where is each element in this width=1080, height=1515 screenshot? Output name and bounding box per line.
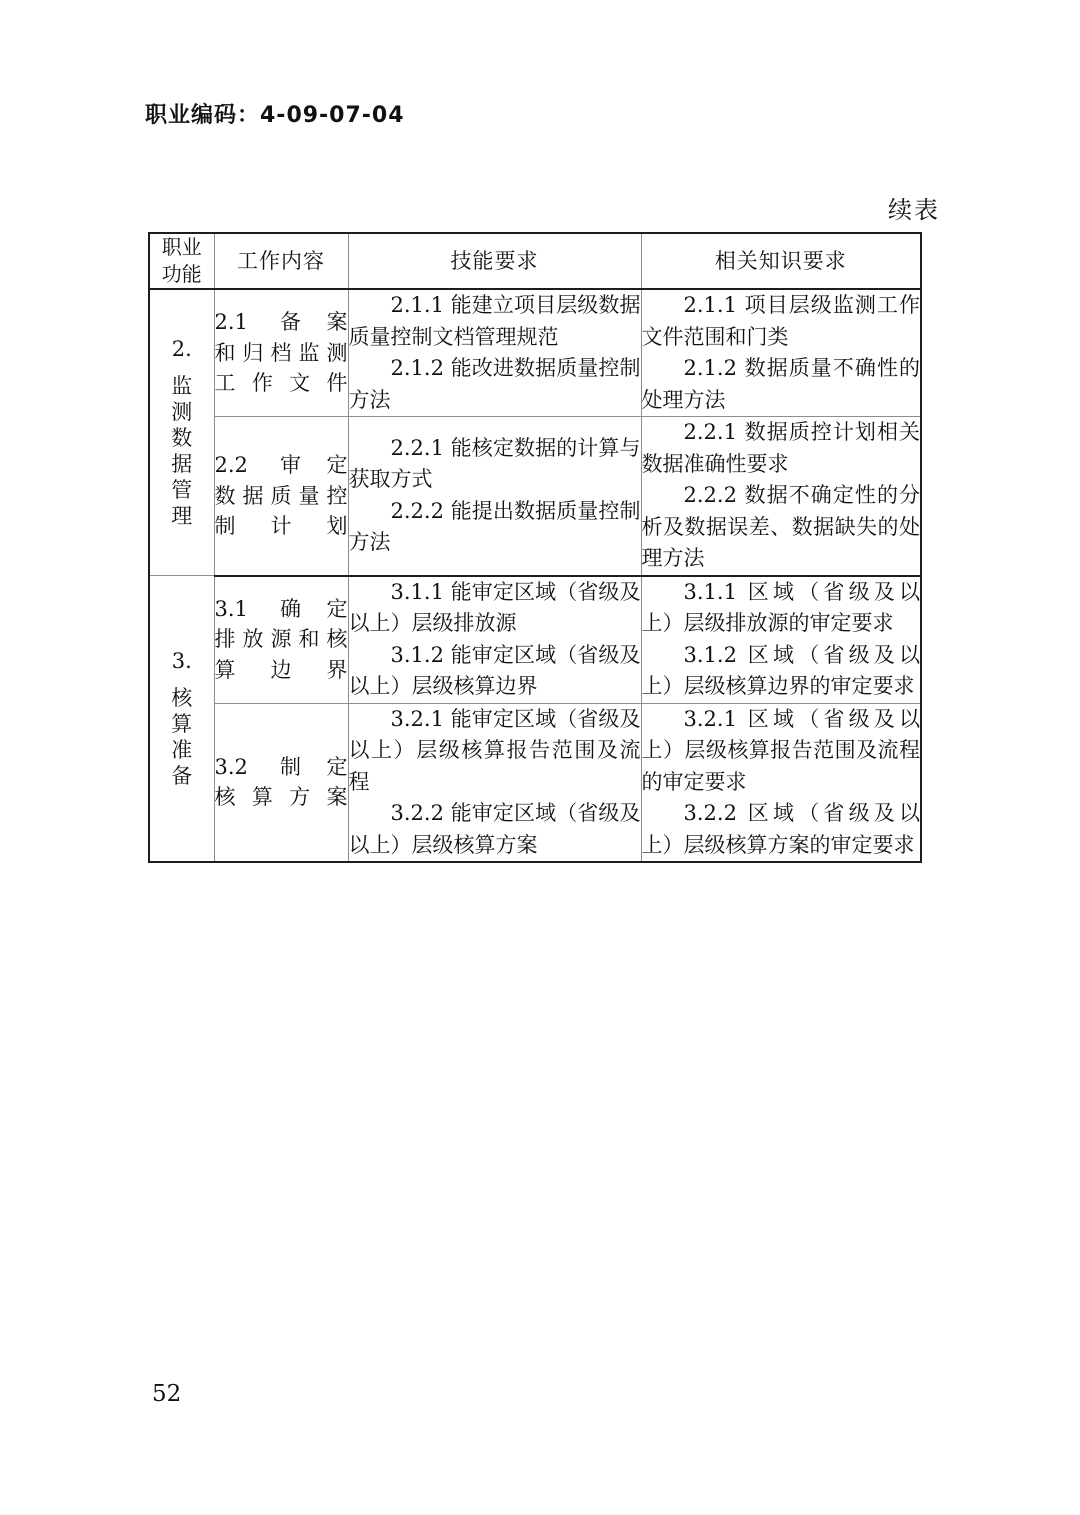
knowledge-item: 2.2.2 数据不确定性的分析及数据误差、数据缺失的处理方法: [641, 483, 920, 570]
knowledge-item: 2.2.1 数据质控计划相关数据准确性要求: [641, 420, 920, 476]
function-char: 据: [171, 451, 193, 476]
skill-item: 2.2.1 能核定数据的计算与获取方式: [348, 435, 641, 492]
work-content-line: 核算方案: [214, 785, 348, 810]
skills-table: [148, 232, 922, 863]
knowledge-item: 2.1.2 数据质量不确性的处理方法: [641, 356, 920, 412]
skill-item: 2.1.1 能建立项目层级数据质量控制文档管理规范: [348, 293, 641, 349]
skill-item: 3.1.2 能审定区域（省级及以上）层级核算边界: [348, 642, 641, 698]
header-cell-function: [149, 233, 214, 289]
skill-item: 2.1.2 能改进数据质量控制方法: [348, 356, 641, 412]
work-content-line: 3.1 确定: [214, 596, 348, 621]
work-content-cell: [214, 703, 348, 862]
skill-item: 2.2.2 能提出数据质量控制方法: [348, 498, 641, 555]
work-content-line: 算边界: [214, 657, 348, 682]
skill-requirements-cell: [348, 289, 641, 417]
function-char: 管: [171, 477, 193, 502]
function-char: 测: [171, 399, 193, 424]
skills-table-container: [148, 232, 920, 863]
function-char: 算: [171, 711, 193, 736]
work-content-line: 排放源和核: [214, 627, 348, 652]
knowledge-item: 3.1.1 区域（省级及以上）层级排放源的审定要求: [641, 579, 920, 635]
table-header-row: [149, 233, 921, 289]
knowledge-requirements-cell: [641, 417, 921, 576]
work-content-line: 3.2 制定: [214, 754, 348, 779]
function-cell-group-3: [149, 576, 214, 863]
skill-requirements-cell: [348, 703, 641, 862]
knowledge-requirements-cell: [641, 703, 921, 862]
work-content-cell: [214, 417, 348, 576]
function-name-2: [171, 373, 192, 529]
table-row: [149, 576, 921, 704]
page-number: 52: [152, 1381, 182, 1407]
skill-item: 3.1.1 能审定区域（省级及以上）层级排放源: [348, 579, 641, 635]
skill-requirements-cell: [348, 417, 641, 576]
knowledge-requirements-cell: [641, 576, 921, 704]
knowledge-item: 3.2.1 区域（省级及以上）层级核算报告范围及流程的审定要求: [641, 706, 920, 794]
function-char: 核: [171, 685, 193, 710]
function-char: 准: [171, 737, 193, 762]
header-function-line1: 职业: [161, 235, 202, 259]
knowledge-item: 2.1.1 项目层级监测工作文件范围和门类: [641, 293, 920, 349]
function-char: 备: [171, 763, 193, 788]
skill-item: 3.2.1 能审定区域（省级及以上）层级核算报告范围及流程: [348, 706, 641, 794]
function-char: 数: [171, 425, 193, 450]
knowledge-item: 3.1.2 区域（省级及以上）层级核算边界的审定要求: [641, 642, 920, 698]
function-number-3: 3.: [171, 649, 192, 673]
skill-item: 3.2.2 能审定区域（省级及以上）层级核算方案: [348, 801, 641, 857]
function-cell-group-2: [149, 289, 214, 576]
work-content-line: 工作文件: [214, 371, 348, 396]
work-content-cell: [214, 576, 348, 704]
function-char: 监: [171, 373, 193, 398]
work-content-line: 2.1 备案: [214, 310, 348, 335]
header-function-line2: 功能: [161, 262, 202, 286]
header-cell-work-content: 工作内容: [214, 233, 348, 289]
table-row: [149, 417, 921, 576]
continued-table-label: 续表: [888, 196, 940, 224]
work-content-line: 制计划: [214, 513, 348, 538]
function-char: 理: [171, 504, 193, 528]
running-head-occupation-code: 职业编码：4-09-07-04: [145, 103, 405, 128]
function-name-3: [171, 685, 192, 789]
knowledge-requirements-cell: [641, 289, 921, 417]
header-cell-knowledge-requirements: 相关知识要求: [641, 233, 921, 289]
work-content-line: 和归档监测: [214, 340, 348, 365]
function-number-2: 2.: [171, 336, 192, 361]
work-content-line: 2.2 审定: [214, 453, 348, 478]
header-cell-skill-requirements: 技能要求: [348, 233, 641, 289]
knowledge-item: 3.2.2 区域（省级及以上）层级核算方案的审定要求: [641, 801, 920, 857]
work-content-cell: [214, 289, 348, 417]
skill-requirements-cell: [348, 576, 641, 704]
table-row: [149, 289, 921, 417]
work-content-line: 数据质量控: [214, 483, 348, 508]
table-row: [149, 703, 921, 862]
